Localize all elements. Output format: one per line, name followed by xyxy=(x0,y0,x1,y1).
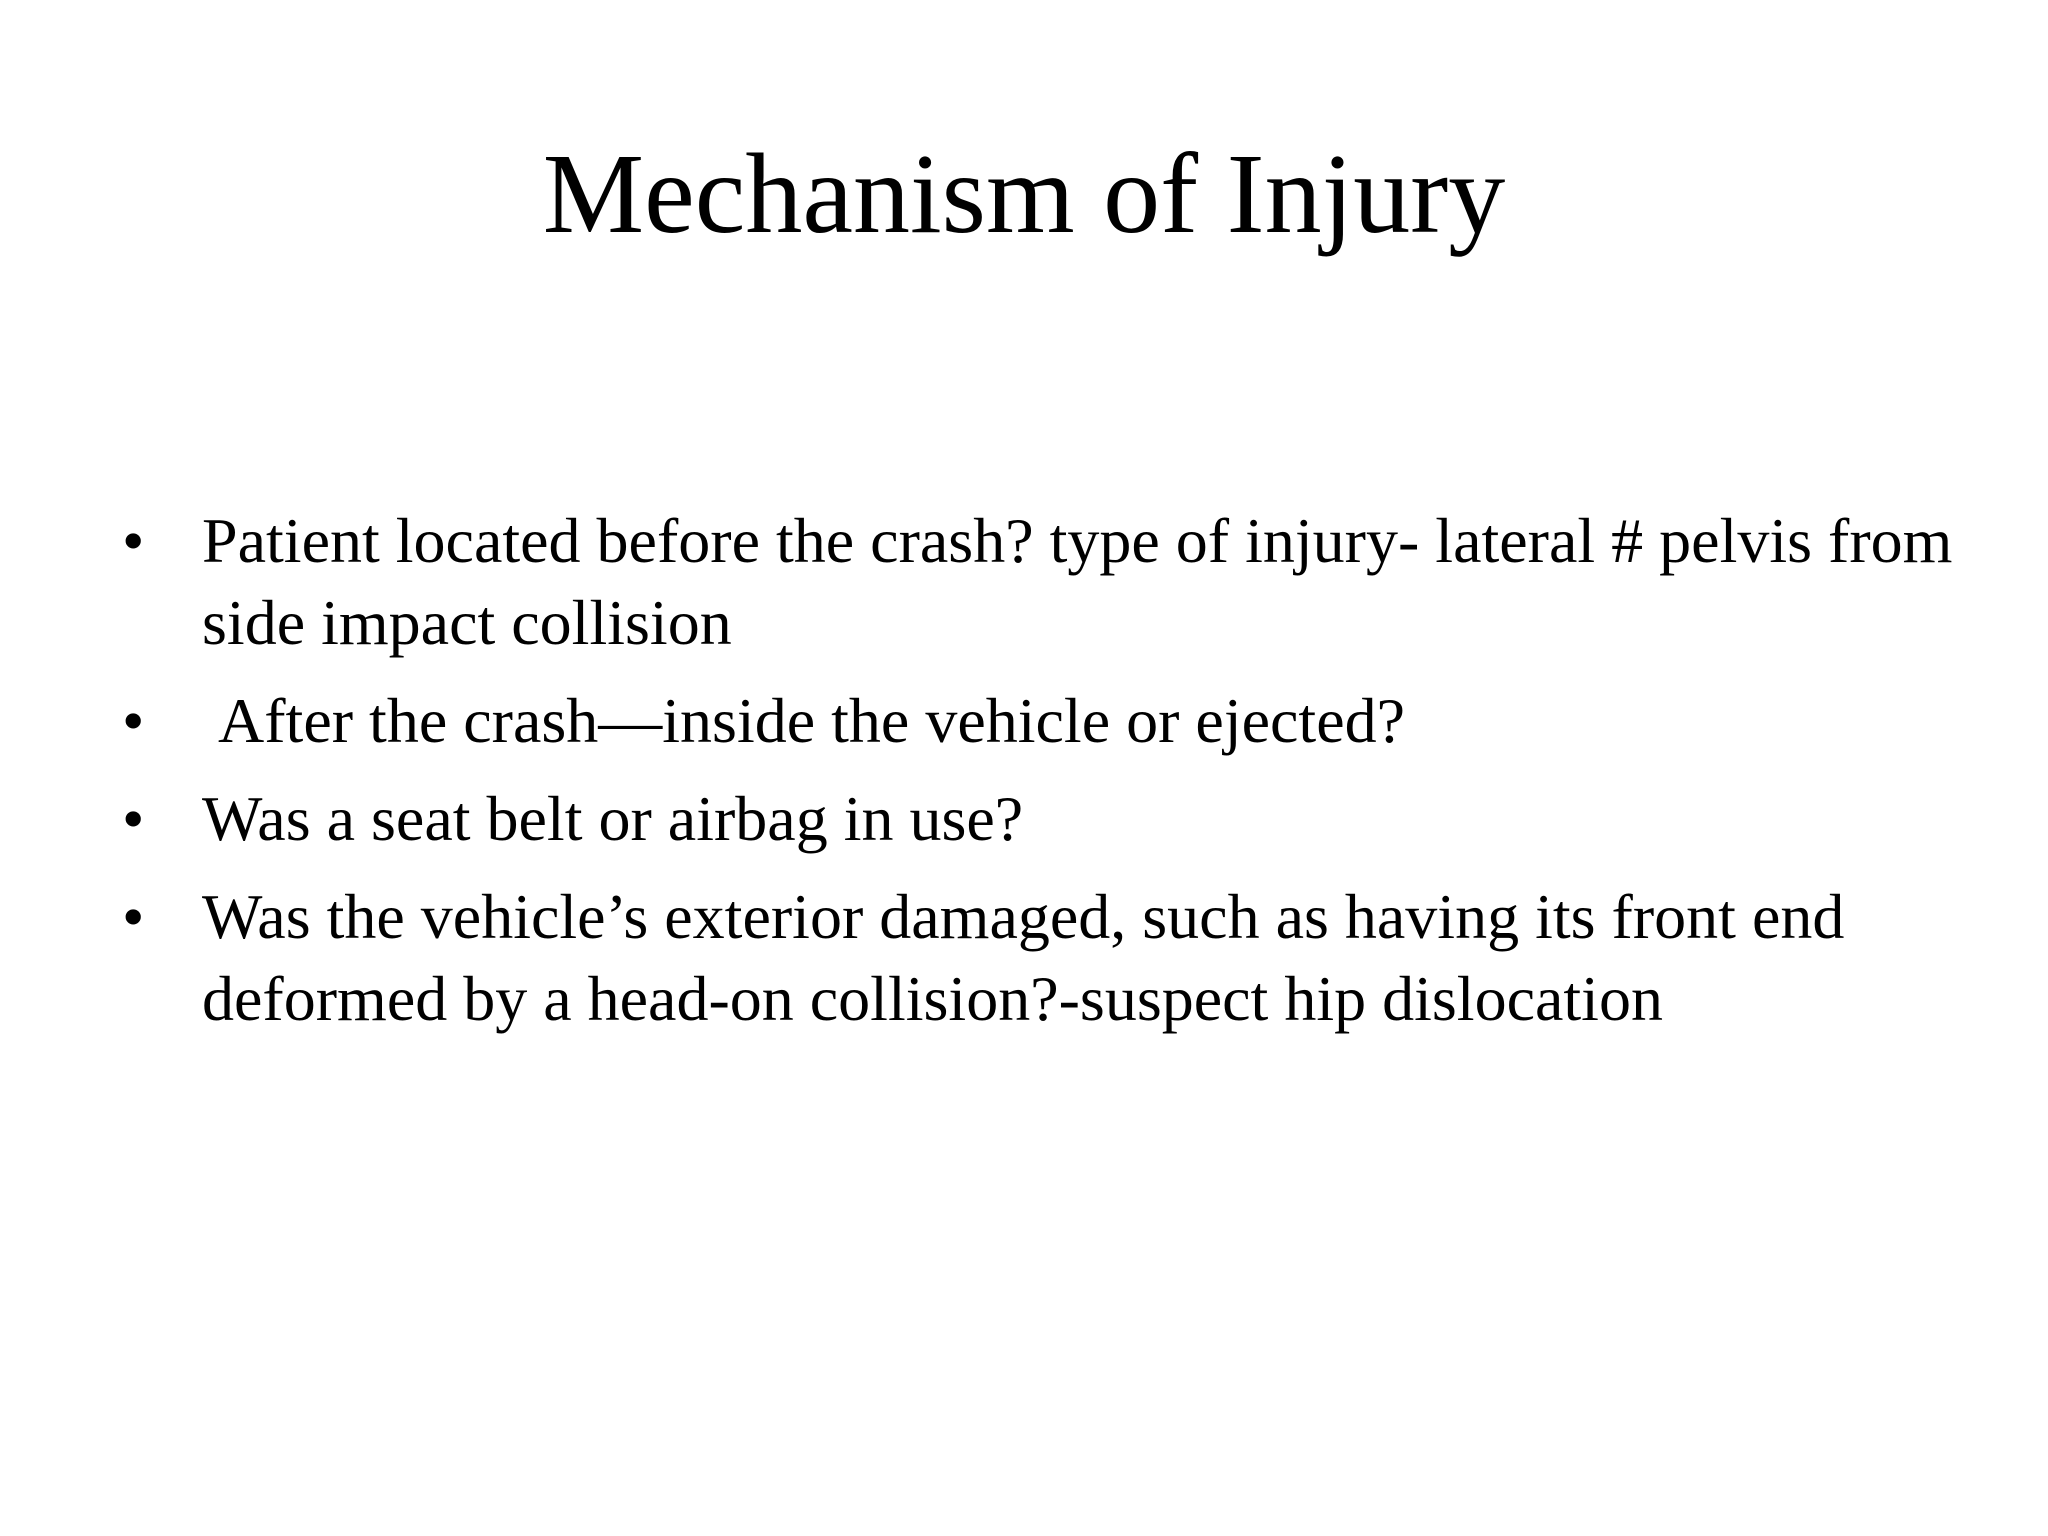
bullet-dot-icon: • xyxy=(122,783,145,854)
bullet-item xyxy=(120,680,1960,762)
bullet-dot-icon: • xyxy=(122,685,145,756)
bullet-item xyxy=(120,500,1960,664)
bullet-item xyxy=(120,876,1960,1040)
bullet-text: After the crash—inside the vehicle or ejected? xyxy=(218,685,1405,756)
bullet-dot-icon: • xyxy=(122,505,145,576)
bullet-list xyxy=(120,500,1960,1056)
bullet-text: Patient located before the crash? type of injury- lateral # pelvis from side impact collision xyxy=(202,505,1953,658)
slide-title: Mechanism of Injury xyxy=(542,130,1506,257)
bullet-dot-icon: • xyxy=(122,881,145,952)
bullet-text: Was the vehicle’s exterior damaged, such as having its front end deformed by a head-on collision?-suspect hip dislocation xyxy=(202,881,1845,1034)
bullet-item xyxy=(120,778,1960,860)
bullet-text: Was a seat belt or airbag in use? xyxy=(202,783,1024,854)
